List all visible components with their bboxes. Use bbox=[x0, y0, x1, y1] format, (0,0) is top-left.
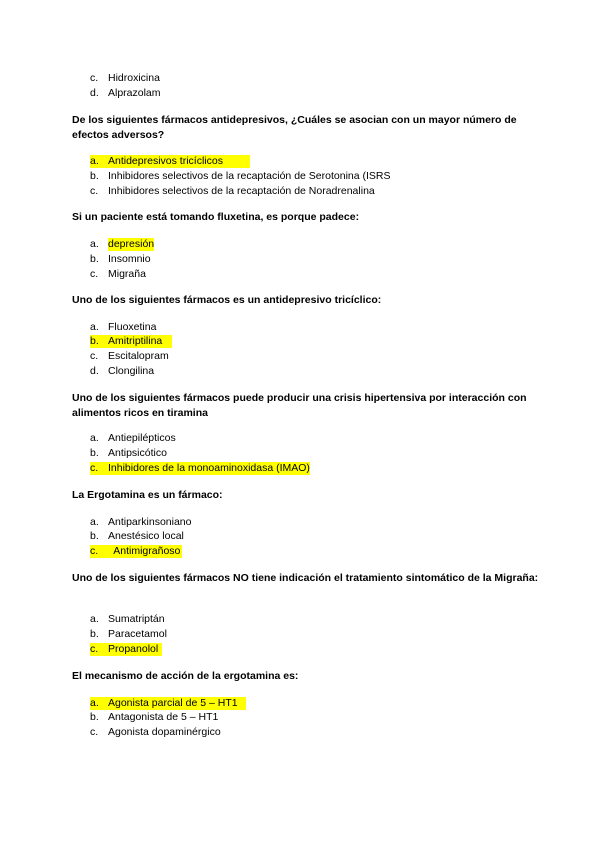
option-text: Agonista dopaminérgico bbox=[108, 726, 221, 738]
option-letter: b. bbox=[90, 711, 99, 723]
question-1: De los siguientes fármacos antidepresivos, ¿Cuáles se asocian con un mayor número de efectos adversos? bbox=[72, 114, 517, 141]
option-text: Amitriptilina bbox=[108, 335, 163, 347]
option-text: Propanolol bbox=[108, 643, 159, 655]
option-letter: b. bbox=[90, 628, 99, 640]
option-letter: b. bbox=[90, 253, 99, 265]
option-letter: c. bbox=[90, 726, 99, 738]
option-text: Anestésico local bbox=[108, 530, 184, 542]
option-letter: a. bbox=[90, 155, 99, 167]
option-letter: c. bbox=[90, 462, 99, 474]
option-letter: c. bbox=[90, 350, 99, 362]
option-text: Hidroxicina bbox=[108, 72, 160, 84]
question-7: El mecanismo de acción de la ergotamina es: bbox=[72, 670, 299, 682]
option-letter: d. bbox=[90, 87, 99, 99]
option-text: Inhibidores selectivos de la recaptación de Noradrenalina bbox=[108, 185, 375, 197]
option-letter: a. bbox=[90, 516, 99, 528]
option-text: Clongilina bbox=[108, 365, 155, 377]
option-letter: a. bbox=[90, 321, 99, 333]
question-4: Uno de los siguientes fármacos puede producir una crisis hipertensiva por interacción con alimentos ricos en tiramina bbox=[72, 392, 527, 419]
question-6: Uno de los siguientes fármacos NO tiene indicación el tratamiento sintomático de la Migraña: bbox=[72, 572, 539, 584]
option-letter: c. bbox=[90, 545, 99, 557]
option-text: Escitalopram bbox=[108, 350, 169, 362]
question-5: La Ergotamina es un fármaco: bbox=[72, 489, 223, 501]
option-text: Antimigrañoso bbox=[108, 545, 181, 557]
option-letter: a. bbox=[90, 238, 99, 250]
option-text: Migraña bbox=[108, 268, 146, 280]
option-letter: d. bbox=[90, 365, 99, 377]
option-text: Insomnio bbox=[108, 253, 151, 265]
option-text: Alprazolam bbox=[108, 87, 161, 99]
answer-option-highlighted bbox=[90, 545, 182, 558]
option-letter: c. bbox=[90, 268, 99, 280]
option-text: Sumatriptán bbox=[108, 613, 165, 625]
option-letter: b. bbox=[90, 530, 99, 542]
option-text: Antipsicótico bbox=[108, 447, 167, 459]
option-text: Inhibidores de la monoaminoxidasa (IMAO) bbox=[108, 462, 310, 474]
option-letter: c. bbox=[90, 185, 99, 197]
option-text: Inhibidores selectivos de la recaptación de Serotonina (ISRS bbox=[108, 170, 391, 182]
option-text: Fluoxetina bbox=[108, 321, 157, 333]
option-letter: a. bbox=[90, 613, 99, 625]
answer-option-highlighted bbox=[90, 155, 250, 168]
option-letter: b. bbox=[90, 335, 99, 347]
question-2: Si un paciente está tomando fluxetina, es porque padece: bbox=[72, 211, 360, 223]
question-3: Uno de los siguientes fármacos es un antidepresivo tricíclico: bbox=[72, 294, 382, 306]
option-text: depresión bbox=[108, 238, 155, 250]
answer-option-highlighted bbox=[90, 697, 246, 710]
answer-option-highlighted bbox=[90, 462, 310, 475]
option-letter: b. bbox=[90, 170, 99, 182]
option-text: Paracetamol bbox=[108, 628, 167, 640]
option-letter: a. bbox=[90, 697, 99, 709]
answer-option-highlighted bbox=[90, 643, 162, 656]
option-letter: a. bbox=[90, 432, 99, 444]
option-letter: c. bbox=[90, 643, 99, 655]
option-text: Antidepresivos tricíclicos bbox=[108, 155, 223, 167]
option-text: Antagonista de 5 – HT1 bbox=[108, 711, 219, 723]
option-letter: c. bbox=[90, 72, 99, 84]
option-letter: b. bbox=[90, 447, 99, 459]
answer-option-highlighted bbox=[90, 335, 172, 348]
option-text: Agonista parcial de 5 – HT1 bbox=[108, 697, 238, 709]
option-text: Antiepilépticos bbox=[108, 432, 176, 444]
option-text: Antiparkinsoniano bbox=[108, 516, 192, 528]
